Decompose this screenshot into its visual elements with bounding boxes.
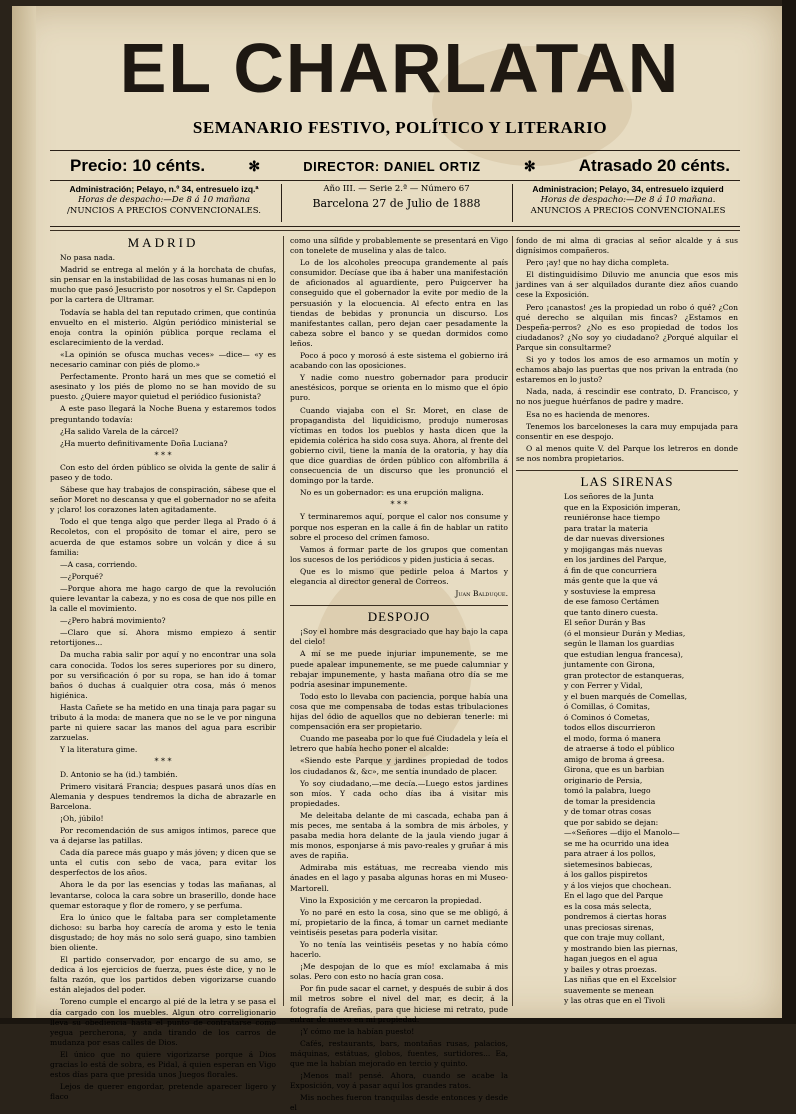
- star-ornament: ✻: [248, 157, 261, 174]
- verse-line: y el buen marqués de Comellas,: [564, 691, 688, 701]
- verse-line: de atraerse á todo el público: [564, 744, 675, 754]
- verse-line: y bailes y otras proezas.: [564, 964, 657, 974]
- verse-line: el modo, forma ó manera: [564, 733, 661, 743]
- paragraph: ¡Me despojan de lo que es mío! exclamaba á mis solas. Pero con esto no hacía gran cosa.: [290, 962, 508, 982]
- verse-line: pondremos á ciertas horas: [564, 912, 667, 922]
- price-line: [70, 154, 730, 178]
- paragraph: —Porque ahora me hago cargo de que la revolución quiere levantar la cabeza, y no es cosa de que nos pille en la calle el movimiento.: [50, 583, 276, 614]
- paragraph: Mis noches fueron tranquilas desde entonces y desde el: [290, 1093, 508, 1113]
- section-divider: [290, 605, 508, 606]
- poem: [516, 492, 738, 1007]
- verse-line: Las niñas que en el Excelsior: [564, 975, 677, 985]
- paragraph: Ahora le da por las esencias y todas las mañanas, al levantarse, coloca la cara sobre un braserillo, donde hace quemar estoraque y flor de romero, y se perfuma.: [50, 880, 276, 910]
- verse-line: y á los viejos que chochean.: [564, 880, 672, 890]
- verse-line: ó Cominos ó Cometas,: [564, 712, 650, 722]
- right-edge: [782, 0, 796, 1024]
- paragraph: Yo no paré en esto la cosa, sino que se me obligó, á mí, propietario de la finca, á tomar un carnet mediante veintiséis pesetas para poderla visitar.: [290, 907, 508, 937]
- author-signature: Juan Balduque.: [455, 589, 508, 599]
- paragraph: Cada día parece más guapo y más jóven; y dicen que se unta el cutis con sebo de vaca, para evitar los desperfectos de los años.: [50, 848, 276, 878]
- verse-line: sietemesinos babiecas,: [564, 859, 653, 869]
- verse-line: según le llaman los guardias: [564, 639, 675, 649]
- verse-line: unas preciosas sirenas,: [564, 922, 654, 932]
- paragraph: Y nadie como nuestro gobernador para producir anestésicos, porque se orienta en lo mismo que el ópio puro.: [290, 373, 508, 403]
- paragraph: Por fin pude sacar el carnet, y después de subir á dos mil metros sobre el nivel del mar, es decir, á la fotografía de Areñas, para que hiciese mi retrato, pude entrar de nuevo en mi propiedad.: [290, 984, 508, 1024]
- paragraph: Cuando viajaba con el Sr. Moret, en clase de propagandista del liquidicismo, produjo numerosas víctimas en todos los pueblos y hasta dicen que la epidemia colérica ha sido cosa suya. Ahora, al frente del gobierno civil, tiene la manía de la oratoria, y hay día que dice guardias de órden público con alfombrilla á consecuencia de un discurso que les pronunció el domingo por la tarde.: [290, 405, 508, 486]
- paragraph: ¡Menos mal! pensé. Ahora, cuando se acabe la Exposición, voy á pasar aquí los grandes ratos.: [290, 1071, 508, 1091]
- separator: [281, 184, 282, 222]
- paragraph: D. Antonio se ha (id.) también.: [60, 769, 178, 779]
- paragraph: Perfectamente. Pronto hará un mes que se cometió el asesinato y los piés de plomo no se han movido de su puesto. ¿Quiere mayor quietud el periódico fusionista?: [50, 372, 276, 402]
- issue-date: Barcelona 27 de Julio de 1888: [312, 197, 481, 210]
- paragraph: Me deleitaba delante de mi cascada, echaba pan á mis peces, me sentaba á la sombra de mis árboles, y pasaba media hora delante de la jaula viendo jugar á mis monos, esponjarse á mis pavo-reales y gruñar á mis aves de rapiña.: [290, 810, 508, 861]
- verse-line: que tanto dinero cuesta.: [564, 607, 658, 617]
- paragraph: Cuando me paseaba por lo que fué Ciudadela y leía el letrero que había hecho poner el alcalde:: [290, 734, 508, 754]
- section-title-despojo: DESPOJO: [367, 609, 431, 625]
- paragraph: Vino la Exposición y me cercaron la propiedad.: [300, 895, 482, 905]
- verse-line: para atraer á los pollos,: [564, 849, 656, 859]
- office-hours: Horas de despacho:—De 8 á 10 mañana.: [540, 195, 716, 205]
- paragraph: fondo de mi alma di gracias al señor alcalde y á sus dignísimos compañeros.: [516, 236, 738, 256]
- paragraph: como una sílfide y probablemente se presentará en Vigo con tonelete de muselina y alas de talco.: [290, 236, 508, 256]
- verse-line: hagan juegos en el agua: [564, 954, 658, 964]
- verse-line: Girona, que es un barbian: [564, 765, 665, 775]
- paragraph: O al menos quite V. del Parque los letreros en donde se nos nombra propietarios.: [516, 443, 738, 463]
- ads-note: /NUNCIOS A PRECIOS CONVENCIONALES.: [67, 206, 261, 216]
- info-right: [516, 184, 740, 217]
- paragraph: ¿Ha salido Varela de la cárcel?: [60, 426, 179, 436]
- column-rule: [283, 236, 284, 1006]
- info-bar: [50, 184, 740, 224]
- ads-note: ANUNCIOS A PRECIOS CONVENCIONALES: [530, 206, 726, 216]
- paragraph: Y la literatura gime.: [60, 745, 138, 755]
- paragraph: Admiraba mis estátuas, me recreaba viendo mis ánades en el lago y pasaba algunas horas en mi Museo-Martorell.: [290, 863, 508, 893]
- verse-line: El señor Durán y Bas: [564, 618, 646, 628]
- verse-line: —«Señores —dijo el Manolo—: [564, 828, 680, 838]
- paragraph: Que es lo mismo que pedirle peloa á Martos y elegancia al director general de Correos.: [290, 566, 508, 586]
- verse-line: á los gallos pispiretos: [564, 870, 648, 880]
- verse-line: Los señores de la Junta: [564, 492, 654, 502]
- paragraph: Yo no tenía las veintiséis pesetas y no había cómo hacerlo.: [290, 940, 508, 960]
- rule: [50, 230, 740, 231]
- paragraph: «La opinión se ofusca muchas veces» —dice— «y es necesario caminar con piés de plomo.»: [50, 349, 276, 370]
- paragraph: Con esto del órden público se olvida la gente de salir á paseo y de todo.: [50, 462, 276, 482]
- paragraph: Por recomendación de sus amigos íntimos, parece que va á dejarse las patillas.: [50, 825, 276, 846]
- paragraph: —¿Pero habrá movimiento?: [60, 616, 166, 626]
- paragraph: ¡Soy el hombre más desgraciado que hay bajo la capa del cielo!: [290, 627, 508, 647]
- verse-line: para tratar la materia: [564, 523, 649, 533]
- verse-line: y mostrando bien las piernas,: [564, 943, 678, 953]
- verse-line: de dar nuevas diversiones: [564, 534, 665, 544]
- verse-line: (ó el monsieur Durán y Medias,: [564, 628, 686, 638]
- verse-line: gran protector de estanqueras,: [564, 670, 685, 680]
- verse-line: se me ha ocurrido una idea: [564, 838, 670, 848]
- section-title-madrid: MADRID: [127, 235, 199, 250]
- verse-line: en los jardines del Parque,: [564, 555, 667, 565]
- paragraph: —¿Porqué?: [60, 571, 103, 581]
- section-break: * * *: [154, 450, 172, 460]
- paragraph: Si yo y todos los amos de eso armamos un motín y echamos abajo las puertas que nos privan la entrada (no estaremos en lo justo?: [516, 355, 738, 385]
- paragraph: El único que no quiere vigorizarse porque á Dios gracias lo está de sobra, es Pidal, á quien esperan en Vigo estos días para que presida unos Juegos florales.: [50, 1049, 276, 1080]
- paragraph: A este paso llegará la Noche Buena y estaremos todos preguntando todavía:: [50, 404, 276, 424]
- paragraph: A mí se me puede injuriar impunemente, se me puede apalear impunemente, se me puede calumniar y rebajar impunemente, y hasta mañana otro día se me podría asesinar impunemente.: [290, 649, 508, 689]
- newspaper-title: EL CHARLATAN: [119, 29, 681, 107]
- paragraph: ¡Oh, júbilo!: [60, 813, 104, 823]
- verse-line: y con Ferrer y Vidal,: [564, 681, 643, 691]
- paragraph: Nada, nada, á rescindir ese contrato, D. Francisco, y no nos juegue huérfanos de padre y madre.: [516, 387, 738, 407]
- paragraph: Vamos á formar parte de los grupos que comentan los sucesos de los periódicos y piden justicia á secas.: [290, 544, 508, 564]
- price: Precio: 10 cénts.: [70, 156, 206, 175]
- verse-line: ó Comillas, ó Comitas,: [564, 702, 650, 712]
- section-break: * * *: [154, 757, 172, 767]
- verse-line: es la cosa más selecta,: [564, 901, 652, 911]
- column-right: [516, 236, 738, 1008]
- paragraph: Yo soy ciudadano,—me decía.—Luego estos jardines son míos. Y cada ocho días iba á visitar mis propiedades.: [290, 778, 508, 808]
- newspaper-subtitle: SEMANARIO FESTIVO, POLÍTICO Y LITERARIO: [192, 118, 608, 137]
- info-center: [284, 184, 509, 209]
- verse-line: reuniéronse hace tiempo: [564, 513, 660, 523]
- paragraph: Sábese que hay trabajos de conspiración, sábese que el señor Moret no descansa y que el gobernador no se afeita y ¡claro! los corazones laten agitadamente.: [50, 485, 276, 515]
- office-hours: Horas de despacho:—De 8 á 10 mañana: [77, 195, 251, 205]
- rule: [50, 150, 740, 151]
- verse-line: suavemente se menean: [564, 985, 654, 995]
- paragraph: Cafés, restaurants, bars, montañas rusas, palacios, máquinas, estátuas, globos, fuentes, surtidores... Ea, que me la habían mejorado en tercio y quinto.: [290, 1038, 508, 1069]
- star-ornament: ✻: [523, 157, 536, 174]
- paragraph: ¡Y cómo me la habían puesto!: [300, 1026, 415, 1036]
- verse-line: y las otras que en el Tivoli: [564, 996, 666, 1006]
- column-middle: [290, 236, 508, 1113]
- paragraph: El partido conservador, por encargo de su amo, se dedica á los ejercicios de fuerza, pues éste dice, y no le falta razón, que los partidos deben vigorizarse cuando están alejados del poder.: [50, 955, 276, 995]
- paragraph: No es un gobernador: es una erupción maligna.: [300, 488, 484, 498]
- paragraph: Todo el que tenga algo que perder llega al Prado ó á Recoletos, con el propósito de tomar el aire, pero se acuerda de que estamos sobre un volcán y dice á su familia:: [50, 517, 276, 557]
- admin-address: Administracion; Pelayo, 34, entresuelo izquierd: [532, 184, 724, 194]
- issue-number: Año III. — Serie 2.ª — Número 67: [323, 184, 470, 194]
- verse-line: y de tomar otras cosas: [564, 807, 652, 817]
- verse-line: originario de Persia,: [564, 775, 643, 785]
- paragraph: Todavía se habla del tan reputado crimen, que continúa envuelto en el misterio. Algún periódico ministerial se enoja contra la opinión pública porque reclama el esclarecimiento de la verdad.: [50, 307, 276, 347]
- verse-line: juntamente con Girona,: [564, 660, 655, 670]
- paragraph: Esa no es hacienda de menores.: [526, 409, 650, 419]
- rule: [50, 180, 740, 181]
- verse-line: amigo de broma á greesa.: [564, 754, 665, 764]
- column-rule: [512, 236, 513, 1006]
- paragraph: Poco á poco y morosó á este sistema el gobierno irá acabando con las oposiciones.: [290, 351, 508, 371]
- verse-line: de tomar la presidencia: [564, 796, 656, 806]
- back-issue-price: Atrasado 20 cénts.: [578, 156, 730, 175]
- verse-line: que estudian lengua francesa),: [564, 649, 684, 659]
- verse-line: de ese famoso Certámen: [564, 597, 660, 607]
- section-break: * * *: [390, 500, 408, 510]
- verse-line: más gente que la que vá: [564, 576, 658, 586]
- verse-line: todos ellos discurrieron: [564, 723, 656, 733]
- verse-line: y sostuviese la empresa: [564, 586, 656, 596]
- admin-address: Administración; Pelayo, n.º 34, entresuelo izq.ª: [69, 184, 259, 194]
- section-divider: [516, 470, 738, 471]
- director: DIRECTOR: DANIEL ORTIZ: [303, 158, 481, 174]
- verse-line: á fin de que concurriera: [564, 565, 657, 575]
- paragraph: —Claro que sí. Ahora mismo empiezo á sentir retortijones...: [50, 628, 276, 648]
- paragraph: Lejos de querer engordar, pretende aparecer ligero y flaco: [50, 1082, 276, 1102]
- paragraph: Primero visitará Francia; despues pasará unos días en Alemania y despues tendremos la dicha de abrazarle en Barcelona.: [50, 781, 276, 811]
- paragraph: Da mucha rabia salir por aquí y no encontrar una sola cara conocida. Todos los seres superiores por su dinero, por su versificación ó por su ropa, se han ido á tomar baños ó duchas á cualquier otra cosa, más ó menos higiénica.: [50, 650, 276, 700]
- paragraph: Tenemos los barceloneses la cara muy empujada para consentir en ese despojo.: [516, 421, 738, 441]
- page-binding: [12, 6, 36, 1020]
- verse-line: que en la Exposición imperan,: [564, 502, 681, 512]
- paragraph: Todo esto lo llevaba con paciencia, porque había una cosa que me compensaba de todas estas tribulaciones hijas del ódio de aquellos que no debieran tenerle: mi compensación era ser propietario.: [290, 691, 508, 732]
- paragraph: Hasta Cañete se ha metido en una tinaja para pagar su tributo á la moda: de manera que no se le ve por ninguna parte ni quiere sacar las manos del agua para escribir zarzuelas.: [50, 702, 276, 743]
- paragraph: «Siendo este Parque y jardines propiedad de todos los ciudadanos &, &c», me sentía inundado de placer.: [290, 756, 508, 776]
- paragraph: ¿Ha muerto definitivamente Doña Luciana?: [60, 438, 228, 448]
- column-madrid: [50, 235, 276, 1102]
- paragraph: —A casa, corriendo.: [60, 559, 138, 569]
- separator: [512, 184, 513, 222]
- paragraph: El distinguidísimo Diluvio me anuncia que esos mis jardines van á ser alquilados durante diez años cuando cese la Exposición.: [516, 270, 738, 300]
- paragraph: No pasa nada.: [60, 253, 116, 263]
- paragraph: Y terminaremos aquí, porque el calor nos consume y porque nos esperan en la calle á fin de hablar un ratito sobre el proceso del crímen famoso.: [290, 512, 508, 542]
- verse-line: En el lago que del Parque: [564, 891, 664, 901]
- rule: [50, 226, 740, 227]
- paragraph: Madrid se entrega al melón y á la horchata de chufas, sin pensar en la instabilidad de las cosas humanas ni en lo mucho que pasó Jesucristo por nosotros y el Sr. Capdepon por la cartera de Ultramar.: [50, 265, 276, 305]
- verse-line: que por sabido se dejan:: [564, 817, 659, 827]
- verse-line: y mojigangas más nuevas: [564, 544, 663, 554]
- verse-line: que con traje muy collant,: [564, 933, 665, 943]
- paragraph: Toreno cumple el encargo al pié de la letra y se pasa el día cargado con los muebles. Algun otro correligionario lleva su obediencia hasta el punto de contratarse como yegua percherona, y anda tirando de los carros de mudanza por esas calles de Dios.: [50, 997, 276, 1047]
- info-left: [50, 184, 278, 217]
- paragraph: Era lo único que le faltaba para ser completamente dichoso: su barba hoy carecía de aroma y esto le tenia disgustado; de hoy más no solo será guapo, sino tambien bien oliente.: [50, 912, 276, 952]
- paragraph: Pero ¡ay! que no hay dicha completa.: [526, 258, 670, 268]
- paragraph: Pero ¡canastos! ¿es la propiedad un robo ó qué? ¿Con qué derecho se alquilan mis fincas? ¿Estamos en Despeña-perros? ¿No es eso propiedad de todos los ciudadanos? ¿No soy yo ciudadano? ¿Porqué alquilar el Parque sin consultarme?: [516, 302, 738, 352]
- section-title-las-sirenas: LAS SIRENAS: [580, 473, 674, 489]
- verse-line: tomó la palabra, luego: [564, 786, 651, 796]
- paragraph: Lo de los alcoholes preocupa grandemente al país consumidor. Decíase que iba á haber una manifestación de aficionados al aguardiente, pero Puigcerver ha conseguido que el gobernador la evite por medio de la persuasión y la elocuencia. Al efecto entra en las tiendas de bebidas y pronuncia un discurso. Los manifestantes callan, pero dejan caer pesadamente la cabeza sobre el banco y se quedan dormidos como leños.: [290, 258, 508, 348]
